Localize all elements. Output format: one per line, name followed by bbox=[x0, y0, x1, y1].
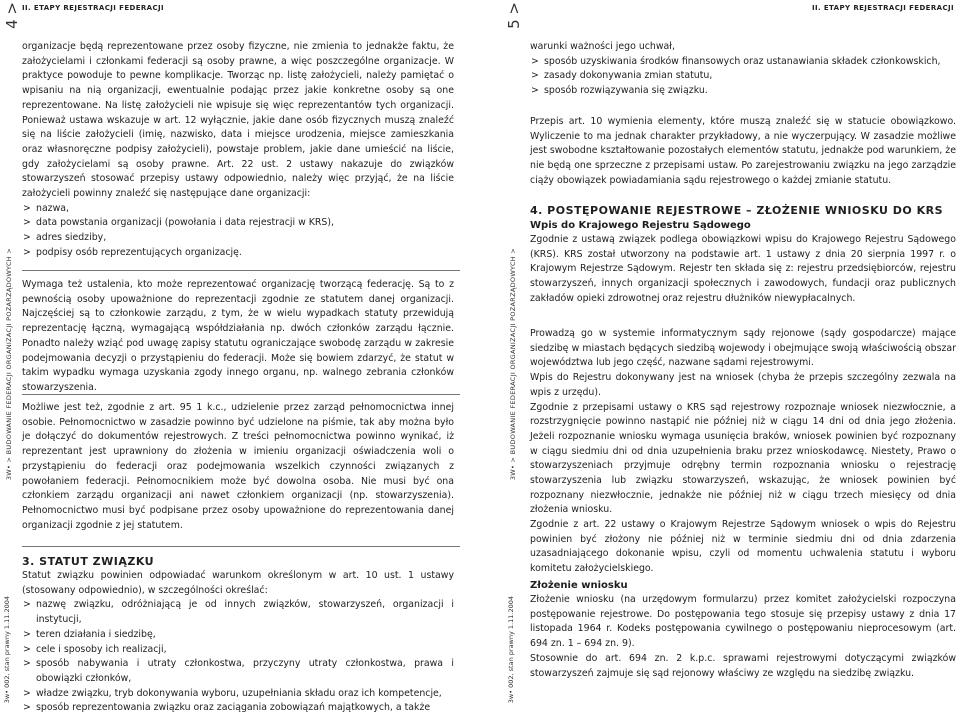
list-item: > sposób rozwiązywania się związku. bbox=[530, 84, 956, 99]
right-running-header: II. ETAPY REJESTRACJI FEDERACJI bbox=[811, 4, 954, 12]
right-block-2 bbox=[530, 115, 956, 189]
right-block-6 bbox=[530, 578, 956, 681]
right-block-3 bbox=[530, 203, 956, 307]
right-page-number: 5 > bbox=[505, 2, 523, 29]
left-divider-3 bbox=[22, 546, 460, 547]
list-item: > teren działania i siedzibę, bbox=[22, 628, 454, 643]
list-item: > sposób nabywania i utraty członkostwa, przyczyny utraty członkostwa, prawa i obowiązki członków, bbox=[22, 657, 454, 686]
subsection-krs-title: Wpis do Krajowego Rejestru Sądowego bbox=[530, 220, 751, 231]
left-page-number: 4 > bbox=[3, 2, 21, 29]
list-item: > data powstania organizacji (powołania i data rejestracji w KRS), bbox=[22, 216, 454, 231]
left-list-1 bbox=[22, 202, 454, 261]
right-para-5: Wpis do Rejestru dokonywany jest na wniosek (chyba że przepis szczególny zezwala na wpis z urzędu). bbox=[530, 372, 956, 398]
left-list-2 bbox=[22, 598, 454, 716]
left-block-1 bbox=[22, 40, 454, 261]
list-item: > władze związku, tryb dokonywania wyboru, uzupełniania składu oraz ich kompetencje, bbox=[22, 687, 454, 702]
right-para-3: Zgodnie z ustawą związek podlega obowiązkowi wpisu do Krajowego Rejestru Sądowego (KRS). KRS został utworzony na podstawie art. 1 ustawy z dnia 20 sierpnia 1997 r. o Krajowym Rejestrze Sądowym. Rejestr ten składa się z: rejestru przedsiębiorców, rejestru stowarzyszeń, innych organizacji społecznych i zawodowych, fundacji oraz publicznych zakładów opieki zdrowotnej oraz rejestru dłużników niewypłacalnych. bbox=[530, 234, 956, 304]
right-side-footer: 3w• 002, stan prawny 1.11.2004 bbox=[507, 595, 515, 703]
right-side-title: 3W• > BUDOWANIE FEDERACJI ORGANIZACJI POZARZĄDOWYCH > bbox=[509, 247, 517, 480]
subsection-wniosek-title: Złożenie wniosku bbox=[530, 580, 628, 591]
right-para-6: Zgodnie z przepisami ustawy o KRS sąd rejestrowy rozpoznaje wniosek niezwłocznie, a rozstrzygnięcie powinno nastąpić nie później niż w ciągu 14 dni od dnia jego złożenia. Jeżeli rozpoznanie wniosku wymaga usunięcia braków, wniosek powinien być rozpoznany w ciągu siedmiu dni od dnia uzupełnienia braku przez wnioskodawcę. Niestety, Prawo o stowarzyszeniach przyjmuje odrębny termin rozpoznania wniosku o rejestrację stowarzyszenia lub związku stowarzyszeń, wskazując, że wniosek powinien być rozpoznany niezwłocznie, jednakże nie później niż w ciągu trzech miesięcy od dnia złożenia wniosku. bbox=[530, 401, 956, 516]
left-divider-1 bbox=[22, 270, 460, 271]
right-para-9: Stosownie do art. 694 zn. 2 k.p.c. sprawami rejestrowymi dotyczącymi związków stowarzyszeń zajmuje się sąd rejonowy właściwy ze względu na siedzibę związku. bbox=[530, 652, 956, 679]
left-block-3 bbox=[22, 401, 454, 533]
left-para-2: Wymaga też ustalenia, kto może reprezentować organizację tworzącą federację. Są to z pewnością osoby upoważnione do reprezentacji zgodnie ze statutem danej organizacji. Najczęściej są to członkowie zarządu, z tym, że w wielu wypadkach statuty przewidują reprezentację łączną, wymagającą współdziałania np. dwóch członków zarządu łącznie. Ponadto należy wziąć pod uwagę zapisy statutu ograniczające swobodę zarządu w zakresie podejmowania decyzji o przystąpieniu do federacji. Może się bowiem zdarzyć, że statut w takim wypadku wymaga uzyskania zgody innego organu, np. walnego zebrania członków stowarzyszenia. bbox=[22, 279, 454, 393]
section-3-title: 3. STATUT ZWIĄZKU bbox=[22, 555, 155, 568]
left-divider-2 bbox=[22, 394, 460, 395]
left-side-footer: 3w• 002, stan prawny 1.11.2004 bbox=[3, 595, 11, 703]
right-list-1 bbox=[530, 55, 956, 99]
right-para-8: Złożenie wniosku (na urzędowym formularzu) przez komitet założycielski rozpoczyna postępowanie rejestrowe. Do postępowania tego stosuje się przepisy ustawy z dnia 17 listopada 1964 r. Kodeks postępowania cywilnego o postępowaniu nieprocesowym (art. 694 zn. 1 – 694 zn. 9). bbox=[530, 594, 956, 650]
list-item: > sposób uzyskiwania środków finansowych oraz ustanawiania składek członkowskich, bbox=[530, 55, 956, 70]
list-item: > podpisy osób reprezentujących organizację. bbox=[22, 246, 454, 261]
right-para-4: Prowadzą go w systemie informatycznym sądy rejonowe (sądy gospodarcze) mające siedzibę w miastach będących siedzibą wojewody i obejmujące swoją właściwością obszar województwa lub jego część, nazwane sądami rejestrowymi. bbox=[530, 328, 956, 369]
list-item: > nazwa, bbox=[22, 202, 454, 217]
list-item: > sposób reprezentowania związku oraz zaciągania zobowiązań majątkowych, a także bbox=[22, 701, 454, 716]
right-para-1: warunki ważności jego uchwał, bbox=[530, 41, 675, 52]
left-running-header: II. ETAPY REJESTRACJI FEDERACJI bbox=[22, 4, 165, 12]
right-block-5 bbox=[530, 518, 956, 577]
list-item: > zasady dokonywania zmian statutu, bbox=[530, 69, 956, 84]
left-para-3: Możliwe jest też, zgodnie z art. 95 1 k.c., udzielenie przez zarząd pełnomocnictwa innej osobie. Pełnomocnictwo w zasadzie powinno być udzielone na piśmie, tak aby można było je dołączyć do dokumentów rejestrowych. Z treści pełnomocnictwa powinno wynikać, iż reprezentant jest uprawniony do złożenia w imieniu organizacji oświadczenia woli o przystąpieniu do federacji oraz podejmowania wszelkich czynności związanych z powołaniem federacji. Pełnomocnikiem może być dowolna osoba. Nie musi być ona członkiem zarządu organizacji ani nawet członkiem organizacji (np. stowarzyszenia). Pełnomocnictwo musi być podpisane przez osoby upoważnione do reprezentowania danej organizacji zgodnie z jej statutem. bbox=[22, 402, 454, 531]
right-block-4 bbox=[530, 327, 956, 518]
list-item: > nazwę związku, odróżniającą je od innych związków, stowarzyszeń, organizacji i instytucji, bbox=[22, 598, 454, 627]
left-block-4 bbox=[22, 554, 454, 716]
list-item: > adres siedziby, bbox=[22, 231, 454, 246]
section-4-title: 4. POSTĘPOWANIE REJESTROWE – ZŁOŻENIE WNIOSKU DO KRS bbox=[530, 204, 944, 217]
right-para-7: Zgodnie z art. 22 ustawy o Krajowym Rejestrze Sądowym wniosek o wpis do Rejestru powinien być złożony nie później niż w terminie siedmiu dni od dnia zdarzenia uzasadniającego dokonanie wpisu, czyli od momentu uchwalenia statutu i wyboru komitetu założycielskiego. bbox=[530, 519, 956, 575]
left-para-4: Statut związku powinien odpowiadać warunkom określonym w art. 10 ust. 1 ustawy (stosowany odpowiednio), w szczególności określać: bbox=[22, 570, 454, 596]
left-block-2 bbox=[22, 278, 454, 396]
list-item: > cele i sposoby ich realizacji, bbox=[22, 643, 454, 658]
right-para-2: Przepis art. 10 wymienia elementy, które muszą znaleźć się w statucie obowiązkowo. Wyliczenie to ma jednak charakter przykładowy, a nie wyczerpujący. W zasadzie możliwe jest swobodne kształtowanie pozostałych elementów statutu, jednakże pod warunkiem, że nie będą one sprzeczne z przepisami ustaw. Po zarejestrowaniu związku na jego zarządzie ciąży obowiązek powiadamiania sądu rejestrowego o każdej zmianie statutu. bbox=[530, 116, 956, 186]
right-block-1 bbox=[530, 40, 956, 99]
left-side-title: 3W• > BUDOWANIE FEDERACJI ORGANIZACJI POZARZĄDOWYCH > bbox=[5, 247, 13, 480]
left-page bbox=[0, 0, 480, 714]
left-para-1: organizacje będą reprezentowane przez osoby fizyczne, nie zmienia to jednakże faktu, że założycielami i członkami federacji są osoby prawne, a więc poszczególne organizacje. W praktyce powoduje to pewne komplikacje. Tworząc np. listę założycieli, należy pamiętać o wpisaniu na nią organizacji, ewentualnie podając przez jakie konkretne osoby są one reprezentowane. Na listę założycieli nie wpisuje się więc reprezentantów tych organizacji. Ponieważ ustawa wskazuje w art. 12 wyłącznie, jakie dane osób fizycznych muszą znaleźć się na liście założycieli (imię, nazwisko, data i miejsce urodzenia, miejsce zamieszkania oraz własnoręczne podpisy założycieli), powstaje problem, jakie dane umieścić na liście, gdy założycielami są osoby prawne. Art. 22 ust. 2 ustawy nakazuje do związków stowarzyszeń stosować przepisy ustawy odpowiednio, należy więc przyjąć, że na liście założycieli powinny znaleźć się następujące dane organizacji: bbox=[22, 41, 454, 200]
